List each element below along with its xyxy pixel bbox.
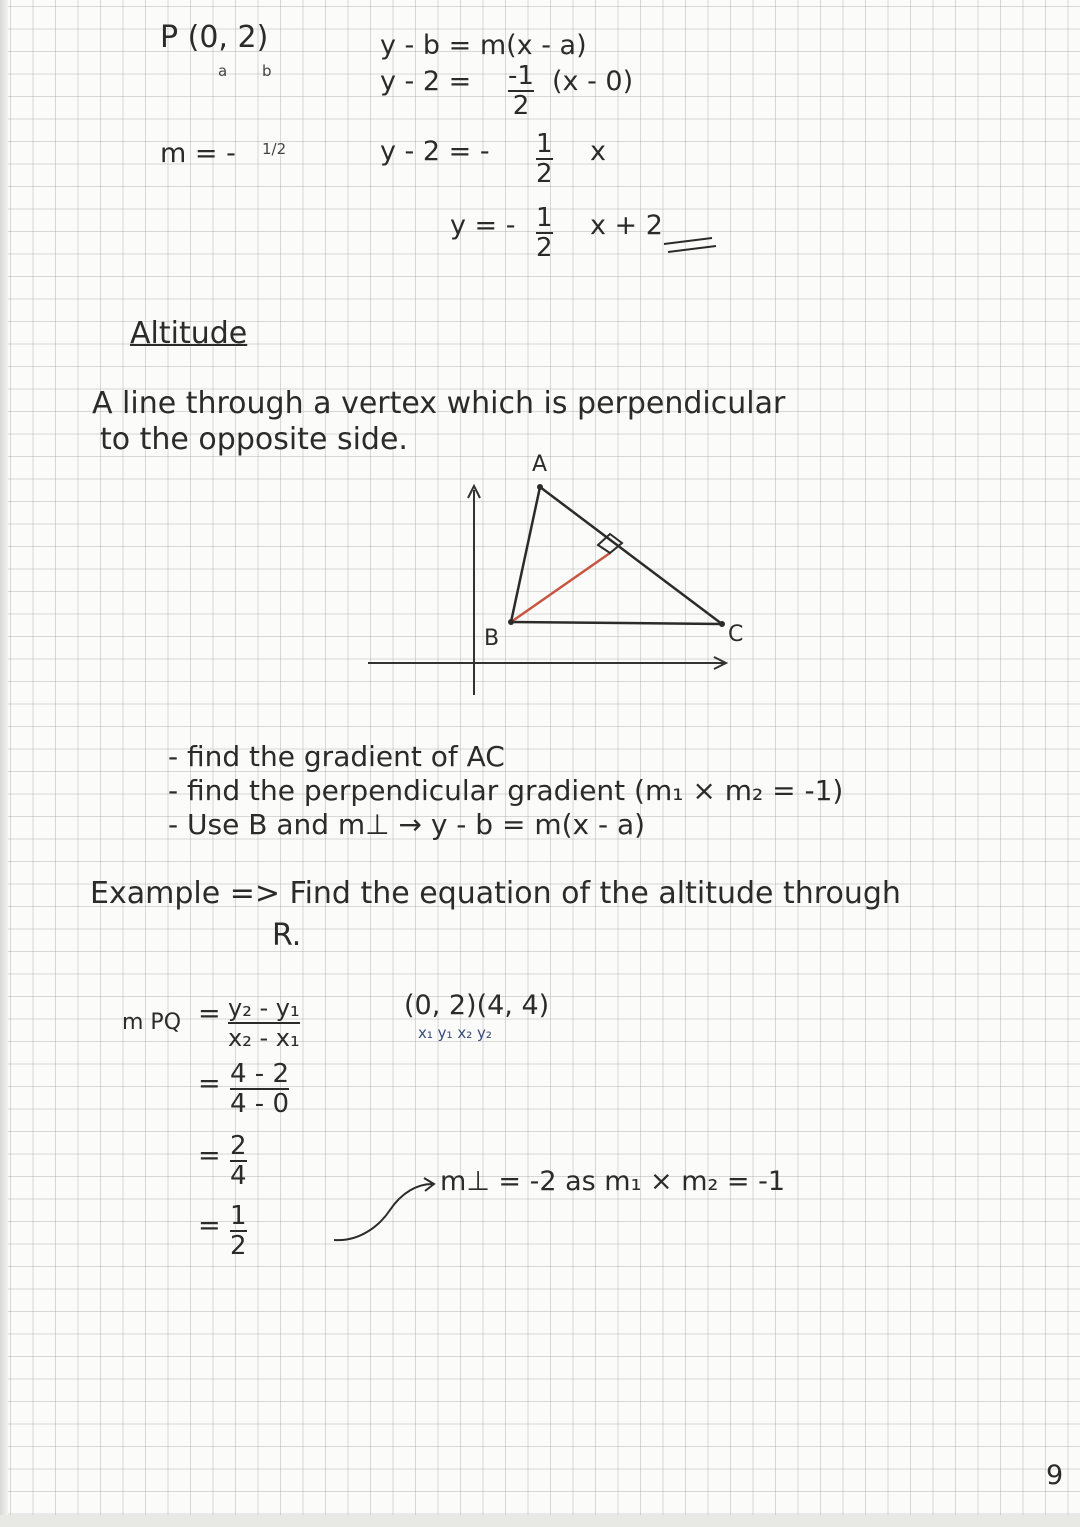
right-angle-marker [598,534,622,553]
substituted-fraction [230,1060,289,1118]
gradient-value: 1/2 [262,140,287,158]
fraction-numerator: 1 [536,129,553,159]
formula-numerator: y₂ - y₁ [228,994,300,1022]
fraction-numerator: 1 [536,203,553,233]
vertex-b [508,619,514,625]
fraction-denominator: 2 [536,233,553,263]
vertex-c [719,621,725,627]
point-p: P (0, 2) [160,20,269,55]
label-vertex-c: C [728,622,744,647]
page-number: 9 [1046,1460,1064,1491]
altitude-heading: Altitude [130,316,248,351]
equals-sign-2: = [198,1068,221,1099]
simplified-fraction [230,1132,247,1190]
curved-arrow-icon [330,1170,450,1250]
fraction-denominator: 2 [536,159,553,189]
side-ab [511,487,540,622]
label-vertex-a: A [532,452,548,477]
side-ac [540,487,722,624]
final-fraction [230,1202,247,1260]
fraction-numerator: -1 [508,61,534,91]
label-a: a [218,62,228,80]
equation-final-right: x + 2 [590,210,663,241]
step-1: - find the gradient of AC [168,740,505,773]
equals-sign-4: = [198,1210,221,1241]
formula-denominator: x₂ - x₁ [228,1024,300,1052]
equals-sign-3: = [198,1140,221,1171]
equation-final-left: y = - [450,210,516,241]
equation-sub-right: (x - 0) [552,66,634,97]
equals-sign-1: = [198,998,221,1029]
simplified-numerator: 2 [230,1131,247,1161]
page-bottom-edge [0,1515,1080,1527]
final-numerator: 1 [230,1201,247,1231]
example-title-continued: R. [272,918,302,953]
fraction-denominator: 2 [512,91,530,121]
altitude-line [511,553,610,622]
label-vertex-b: B [484,626,500,651]
example-point-labels: x₁ y₁ x₂ y₂ [418,1024,492,1042]
final-denominator: 2 [230,1231,247,1261]
equation-sub-left: y - 2 = [380,66,472,97]
step-2: - find the perpendicular gradient (m₁ × m₂ = -1) [168,774,844,807]
definition-line-1: A line through a vertex which is perpendicular [92,386,786,421]
label-b: b [262,62,272,80]
equation-point-slope: y - b = m(x - a) [380,30,587,61]
example-title: Example => Find the equation of the altitude through [90,876,901,911]
gradient-label: m = - [160,138,236,169]
substituted-denominator: 4 - 0 [230,1089,289,1119]
step-3: - Use B and m⊥ → y - b = m(x - a) [168,808,646,841]
equation-simplified-left: y - 2 = - [380,136,490,167]
vertex-a [537,484,543,490]
simplified-denominator: 4 [230,1161,247,1191]
perpendicular-gradient-result: m⊥ = -2 as m₁ × m₂ = -1 [440,1166,786,1197]
definition-line-2: to the opposite side. [100,422,408,457]
example-points: (0, 2)(4, 4) [404,990,550,1021]
gradient-formula [228,994,300,1052]
substituted-numerator: 4 - 2 [230,1059,289,1089]
mpq-label: m PQ [122,1010,182,1035]
equation-simplified-right: x [590,136,606,167]
side-bc [511,622,722,624]
